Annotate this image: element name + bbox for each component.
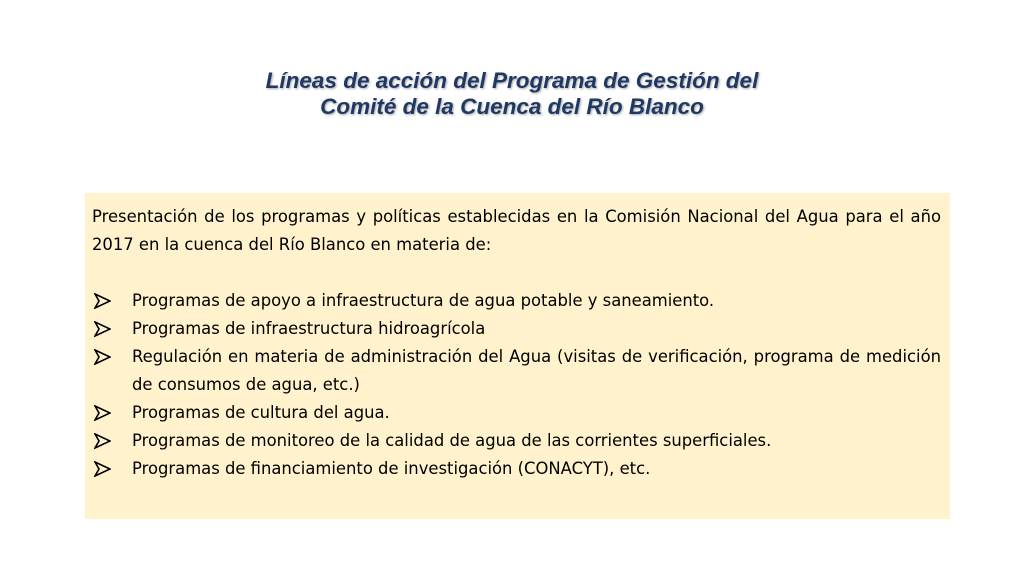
list-item: [92, 455, 941, 483]
list-item: [92, 315, 941, 343]
slide-title: [112, 68, 912, 120]
content-box: [85, 193, 950, 519]
list-item-text: Programas de infraestructura hidroagrícola: [132, 319, 486, 338]
list-item: [92, 427, 941, 455]
arrow-bullet-icon: [94, 399, 120, 427]
intro-paragraph: Presentación de los programas y políticas establecidas en la Comisión Nacional del Agua para el año 2017 en la cuenca del Río Blanco en materia de:: [92, 207, 941, 254]
slide-title-line-1: Líneas de acción del Programa de Gestión del: [265, 68, 759, 93]
list-item-text: Programas de cultura del agua.: [132, 403, 390, 422]
list-item: [92, 287, 941, 315]
arrow-bullet-icon: [94, 315, 120, 343]
bullet-list: [92, 287, 941, 483]
slide-title-line-2: Comité de la Cuenca del Río Blanco: [320, 94, 704, 119]
arrow-bullet-icon: [94, 427, 120, 455]
list-item-text: Programas de monitoreo de la calidad de agua de las corrientes superficiales.: [132, 431, 772, 450]
arrow-bullet-icon: [94, 287, 120, 315]
list-item-text: Programas de apoyo a infraestructura de agua potable y saneamiento.: [132, 291, 715, 310]
list-item-text: Programas de financiamiento de investigación (CONACYT), etc.: [132, 459, 651, 478]
list-item: [92, 399, 941, 427]
list-item-text: Regulación en materia de administración del Agua (visitas de verificación, programa de medición de consumos de agua, etc.): [132, 347, 941, 394]
arrow-bullet-icon: [94, 343, 120, 371]
list-item: [92, 343, 941, 399]
arrow-bullet-icon: [94, 455, 120, 483]
